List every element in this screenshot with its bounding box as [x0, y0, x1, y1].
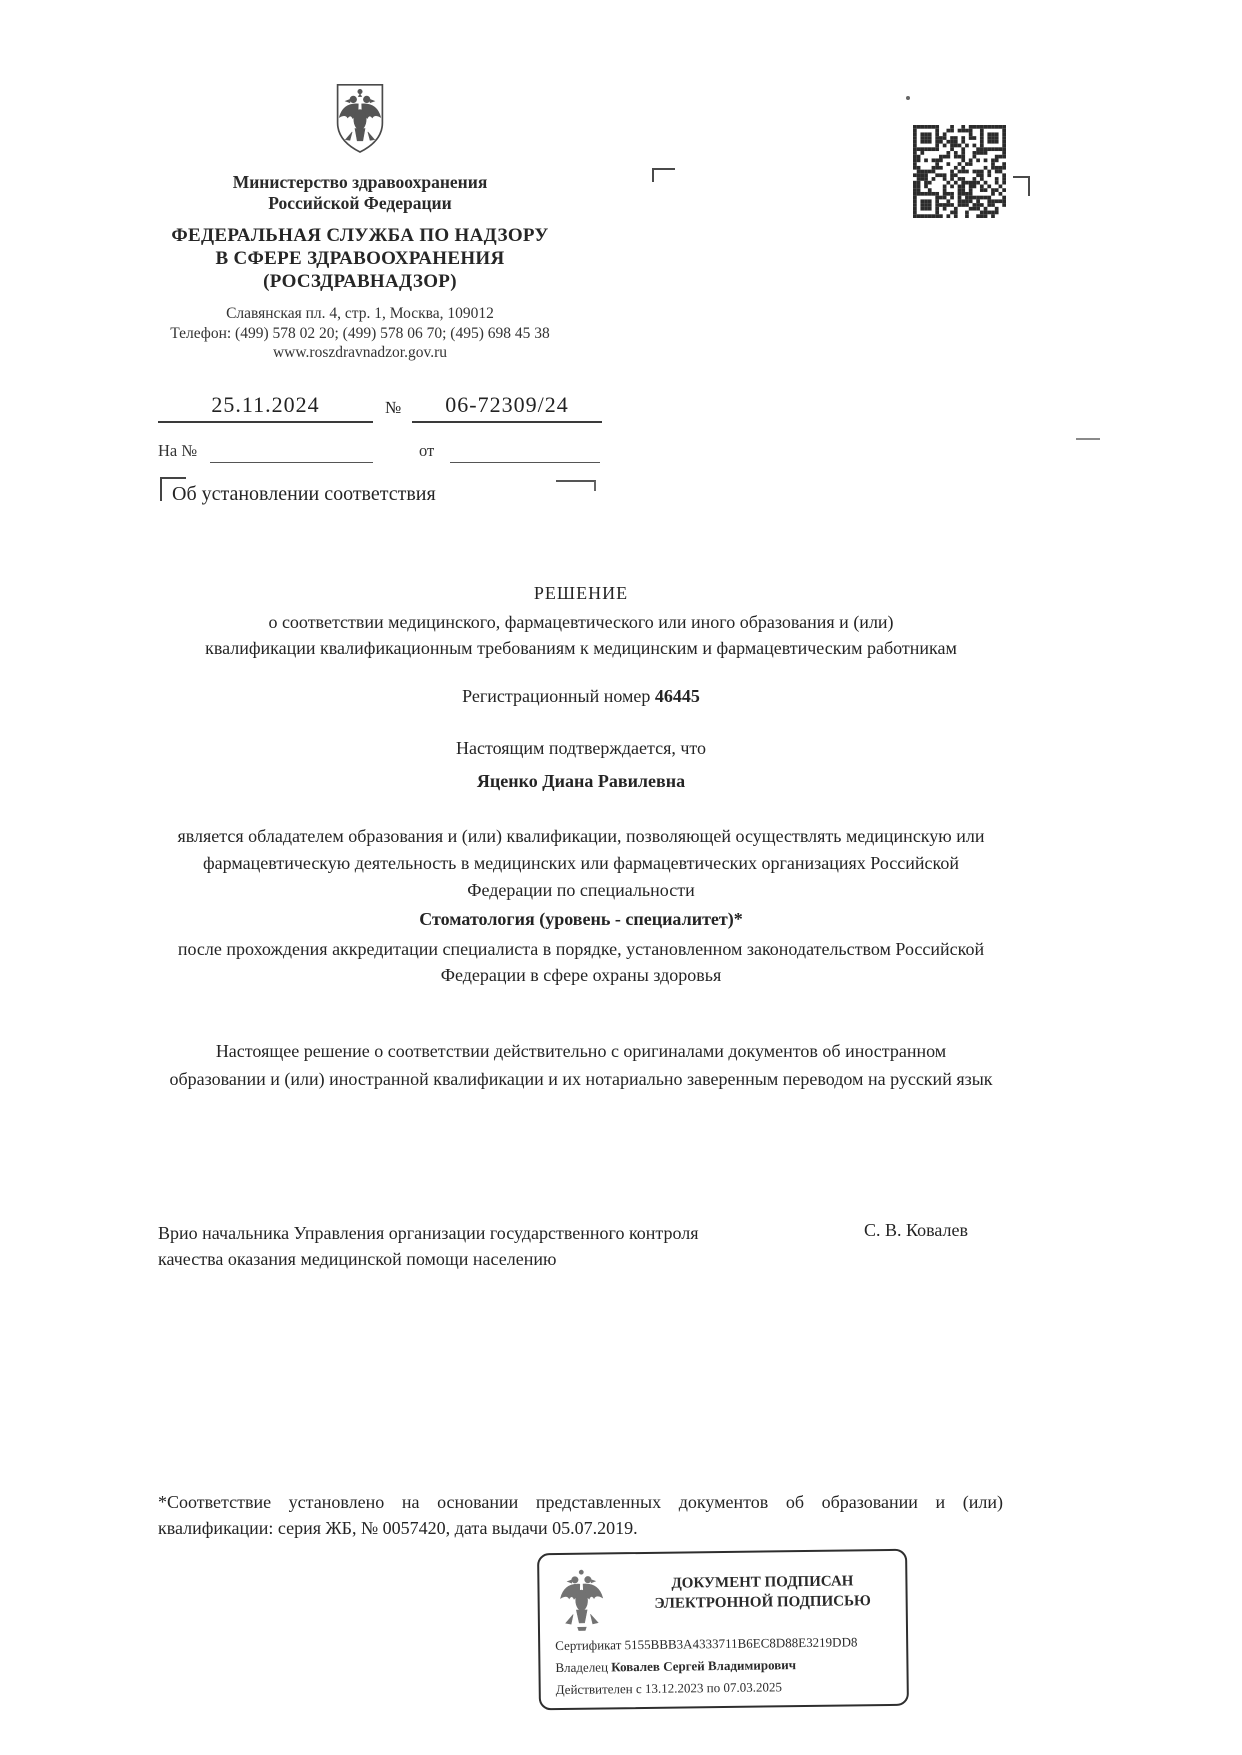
reply-date-blank — [450, 462, 600, 463]
postal-address: Славянская пл. 4, стр. 1, Москва, 109012 — [226, 305, 494, 322]
document-date: 25.11.2024 — [158, 392, 373, 423]
stamp-certificate-label: Сертификат — [555, 1637, 622, 1654]
registration-number-line — [166, 686, 996, 707]
decision-title: РЕШЕНИЕ — [533, 583, 629, 603]
ministry-name-line2: Российской Федерации — [268, 193, 452, 213]
document-number: 06-72309/24 — [412, 392, 602, 423]
stamp-owner-name: Ковалев Сергей Владимирович — [611, 1657, 797, 1675]
signer-position-line1: Врио начальника Управления организации государственного контроля — [158, 1223, 699, 1243]
subject-corner-bracket-right — [556, 480, 596, 491]
subject-line: Об установлении соответствия — [172, 483, 436, 505]
corner-bracket-right — [1013, 176, 1030, 196]
ministry-name-line1: Министерство здравоохранения — [232, 172, 488, 192]
website: www.roszdravnadzor.gov.ru — [272, 344, 448, 361]
qr-code — [913, 125, 1006, 218]
coat-of-arms-icon — [332, 76, 388, 162]
scan-dot-mark — [906, 96, 910, 100]
letterhead — [140, 76, 580, 363]
stamp-title-line1: ДОКУМЕНТ ПОДПИСАН — [671, 1573, 854, 1592]
electronic-signature-stamp — [537, 1549, 909, 1711]
stamp-title-line2: ЭЛЕКТРОННОЙ ПОДПИСЬЮ — [654, 1593, 871, 1612]
stamp-certificate-value: 5155BBB3A4333711B6EC8D88E3219DD8 — [624, 1634, 858, 1653]
reply-number-blank — [210, 462, 373, 463]
person-name: Яценко Диана Равилевна — [476, 771, 686, 791]
signer-position — [158, 1220, 818, 1272]
decision-subtitle-line1: о соответствии медицинского, фармацевтического или иного образования и (или) — [268, 612, 894, 632]
signer-name: С. В. Ковалев — [864, 1220, 969, 1240]
signer-position-line2: качества оказания медицинской помощи населению — [158, 1249, 557, 1269]
stamp-owner-label: Владелец — [555, 1659, 609, 1676]
decision-subtitle — [166, 609, 996, 661]
fold-dash-mark — [1076, 438, 1100, 440]
specialty-line: Стоматология (уровень - специалитет)* — [419, 909, 743, 929]
registration-number-label: Регистрационный номер — [462, 686, 651, 706]
reply-to-label: На № — [158, 441, 198, 460]
accreditation-paragraph: после прохождения аккредитации специалиста в порядке, установленном законодательством Российской Федерации в сфере охраны здоровья — [177, 939, 985, 985]
registration-number-value: 46445 — [654, 686, 700, 706]
stamp-eagle-icon — [554, 1563, 609, 1636]
stamp-title — [627, 1571, 897, 1614]
corner-bracket-left — [652, 168, 675, 182]
phone-numbers: Телефон: (499) 578 02 20; (499) 578 06 70; (495) 698 45 38 — [170, 324, 550, 342]
validity-paragraph: Настоящее решение о соответствии действительно с оригиналами документов об иностранном образовании и (или) иностранной квалификации и их нотариально заверенным переводом на русский язык — [169, 1041, 993, 1089]
reply-from-label: от — [419, 441, 435, 460]
service-name-line3: (РОСЗДРАВНАДЗОР) — [263, 271, 457, 292]
footnote: *Соответствие установлено на основании представленных документов об образовании и (или) квалификации: серия ЖБ, № 0057420, дата выдачи 05.07.2019. — [158, 1492, 1003, 1538]
service-name-line2: В СФЕРЕ ЗДРАВООХРАНЕНИЯ — [215, 248, 505, 269]
qualification-paragraph: является обладателем образования и (или) квалификации, позволяющей осуществлять медицинскую или фармацевтическую деятельность в медицинских или фармацевтических организациях Российской Федерации по специальности — [177, 826, 985, 900]
service-name-line1: ФЕДЕРАЛЬНАЯ СЛУЖБА ПО НАДЗОРУ — [171, 225, 549, 246]
confirmation-line: Настоящим подтверждается, что — [455, 738, 707, 758]
stamp-certificate-line — [555, 1634, 896, 1654]
stamp-validity-line: Действителен с 13.12.2023 по 07.03.2025 — [555, 1679, 782, 1698]
number-sign: № — [385, 398, 402, 417]
decision-subtitle-line2: квалификации квалификационным требованиям к медицинским и фармацевтическим работникам — [205, 638, 957, 658]
stamp-owner-line — [555, 1656, 896, 1676]
